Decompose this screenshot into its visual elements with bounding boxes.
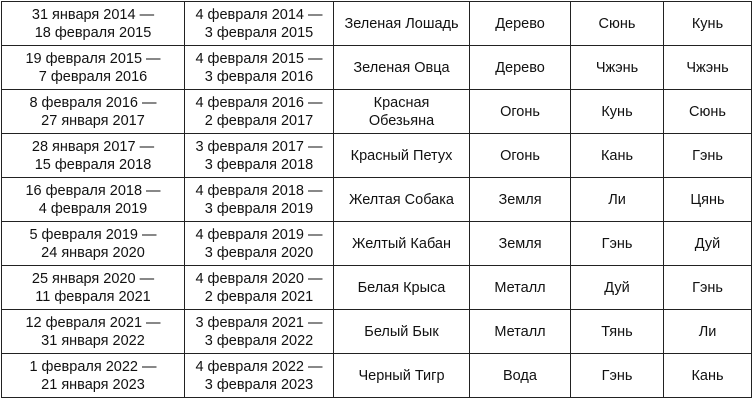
cell-text-line: Желтая Собака bbox=[349, 191, 454, 208]
cell-text: Кань bbox=[600, 147, 634, 164]
cell-text-line: 24 января 2020 bbox=[41, 244, 145, 261]
cell-text: Земля bbox=[498, 235, 542, 252]
lunar-year-range-cell bbox=[2, 134, 185, 178]
cell-text: Гэнь bbox=[601, 235, 633, 252]
year-animal-cell bbox=[334, 310, 470, 354]
cell-text-line: 4 февраля 2020 — bbox=[195, 270, 323, 287]
cell-text-line: 21 января 2023 bbox=[41, 376, 145, 393]
trigram-b-cell bbox=[664, 46, 752, 90]
trigram-b-cell bbox=[664, 354, 752, 398]
cell-text: Чжэнь bbox=[686, 59, 729, 76]
element-cell bbox=[470, 266, 571, 310]
element-cell bbox=[470, 178, 571, 222]
trigram-a-cell bbox=[571, 310, 664, 354]
element-cell bbox=[470, 134, 571, 178]
cell-text-line: 4 февраля 2019 bbox=[38, 200, 148, 217]
lunar-year-range-cell bbox=[2, 90, 185, 134]
element-cell bbox=[470, 354, 571, 398]
cell-text: Дуй bbox=[694, 235, 721, 252]
year-animal-cell bbox=[334, 46, 470, 90]
year-animal-cell bbox=[334, 354, 470, 398]
cell-text-line: 25 января 2020 — bbox=[31, 270, 155, 287]
year-animal-cell bbox=[334, 134, 470, 178]
trigram-b-cell bbox=[664, 266, 752, 310]
cell-text: Вода bbox=[503, 367, 537, 384]
cell-text: Земля bbox=[498, 191, 542, 208]
table-row bbox=[2, 310, 752, 354]
cell-text-line: Красная bbox=[373, 94, 430, 111]
cell-text: Ли bbox=[608, 191, 626, 208]
cell-text-line: 3 февраля 2018 bbox=[204, 156, 314, 173]
year-animal-cell bbox=[334, 178, 470, 222]
lunar-year-range-cell bbox=[2, 2, 185, 46]
cell-text-line: 5 февраля 2019 — bbox=[29, 226, 157, 243]
element-cell bbox=[470, 90, 571, 134]
cell-text-line: 2 февраля 2017 bbox=[204, 112, 314, 129]
cell-text: Сюнь bbox=[598, 15, 636, 32]
table-row bbox=[2, 178, 752, 222]
cell-text: Кунь bbox=[691, 15, 724, 32]
cell-text: Чжэнь bbox=[595, 59, 639, 76]
cell-text-line: 4 февраля 2019 — bbox=[195, 226, 323, 243]
cell-text-line: 3 февраля 2022 bbox=[204, 332, 314, 349]
table-row bbox=[2, 134, 752, 178]
solar-year-range-cell bbox=[185, 134, 334, 178]
cell-text: Кань bbox=[691, 367, 724, 384]
trigram-b-cell bbox=[664, 222, 752, 266]
lunar-year-range-cell bbox=[2, 354, 185, 398]
trigram-a-cell bbox=[571, 90, 664, 134]
trigram-b-cell bbox=[664, 310, 752, 354]
cell-text-line: 3 февраля 2019 bbox=[204, 200, 314, 217]
cell-text-line: 15 февраля 2018 bbox=[34, 156, 152, 173]
cell-text-line: Желтый Кабан bbox=[351, 235, 451, 252]
cell-text-line: 4 февраля 2022 — bbox=[195, 358, 323, 375]
solar-year-range-cell bbox=[185, 310, 334, 354]
zodiac-years-table bbox=[1, 1, 752, 398]
trigram-a-cell bbox=[571, 46, 664, 90]
cell-text-line: 3 февраля 2015 bbox=[204, 24, 314, 41]
trigram-a-cell bbox=[571, 266, 664, 310]
year-animal-cell bbox=[334, 2, 470, 46]
cell-text-line: 3 февраля 2023 bbox=[204, 376, 314, 393]
cell-text-line: Черный Тигр bbox=[358, 367, 445, 384]
cell-text-line: Белая Крыса bbox=[357, 279, 446, 296]
cell-text-line: 4 февраля 2014 — bbox=[195, 6, 323, 23]
cell-text-line: 18 февраля 2015 bbox=[34, 24, 152, 41]
cell-text-line: 4 февраля 2015 — bbox=[195, 50, 323, 67]
trigram-a-cell bbox=[571, 178, 664, 222]
cell-text-line: Зеленая Овца bbox=[353, 59, 450, 76]
cell-text-line: 31 января 2022 bbox=[41, 332, 145, 349]
solar-year-range-cell bbox=[185, 354, 334, 398]
cell-text: Дуй bbox=[604, 279, 630, 296]
cell-text-line: 7 февраля 2016 bbox=[38, 68, 148, 85]
table-row bbox=[2, 90, 752, 134]
table-body bbox=[2, 2, 752, 398]
year-animal-cell bbox=[334, 266, 470, 310]
table-row bbox=[2, 46, 752, 90]
cell-text-line: 19 февраля 2015 — bbox=[25, 50, 161, 67]
trigram-a-cell bbox=[571, 222, 664, 266]
cell-text-line: 4 февраля 2016 — bbox=[195, 94, 323, 111]
cell-text: Гэнь bbox=[692, 279, 723, 296]
cell-text: Дерево bbox=[495, 15, 545, 32]
element-cell bbox=[470, 222, 571, 266]
cell-text-line: Красный Петух bbox=[350, 147, 453, 164]
cell-text-line: 27 января 2017 bbox=[41, 112, 145, 129]
table-row bbox=[2, 266, 752, 310]
solar-year-range-cell bbox=[185, 46, 334, 90]
solar-year-range-cell bbox=[185, 266, 334, 310]
trigram-b-cell bbox=[664, 2, 752, 46]
cell-text: Металл bbox=[494, 323, 546, 340]
cell-text-line: Белый Бык bbox=[364, 323, 439, 340]
cell-text-line: 12 февраля 2021 — bbox=[25, 314, 161, 331]
cell-text: Кунь bbox=[601, 103, 633, 120]
solar-year-range-cell bbox=[185, 90, 334, 134]
cell-text: Металл bbox=[494, 279, 546, 296]
lunar-year-range-cell bbox=[2, 178, 185, 222]
trigram-b-cell bbox=[664, 90, 752, 134]
cell-text: Сюнь bbox=[689, 103, 726, 120]
trigram-b-cell bbox=[664, 134, 752, 178]
trigram-a-cell bbox=[571, 354, 664, 398]
cell-text: Дерево bbox=[495, 59, 545, 76]
cell-text-line: 3 февраля 2016 bbox=[204, 68, 314, 85]
table-row bbox=[2, 2, 752, 46]
lunar-year-range-cell bbox=[2, 266, 185, 310]
year-animal-cell bbox=[334, 222, 470, 266]
cell-text-line: Зеленая Лошадь bbox=[344, 15, 459, 32]
cell-text-line: 11 февраля 2021 bbox=[35, 288, 151, 305]
cell-text-line: 1 февраля 2022 — bbox=[29, 358, 157, 375]
cell-text: Огонь bbox=[500, 103, 540, 120]
cell-text: Гэнь bbox=[692, 147, 723, 164]
cell-text-line: 8 февраля 2016 — bbox=[29, 94, 157, 111]
cell-text-line: 3 февраля 2021 — bbox=[195, 314, 323, 331]
cell-text-line: Обезьяна bbox=[368, 112, 435, 129]
cell-text: Тянь bbox=[601, 323, 633, 340]
cell-text-line: 3 февраля 2017 — bbox=[195, 138, 323, 155]
cell-text: Гэнь bbox=[601, 367, 633, 384]
cell-text-line: 3 февраля 2020 bbox=[204, 244, 314, 261]
solar-year-range-cell bbox=[185, 2, 334, 46]
lunar-year-range-cell bbox=[2, 222, 185, 266]
cell-text-line: 4 февраля 2018 — bbox=[195, 182, 323, 199]
trigram-b-cell bbox=[664, 178, 752, 222]
table-row bbox=[2, 222, 752, 266]
year-animal-cell bbox=[334, 90, 470, 134]
cell-text: Огонь bbox=[500, 147, 540, 164]
cell-text-line: 2 февраля 2021 bbox=[204, 288, 314, 305]
element-cell bbox=[470, 46, 571, 90]
table-row bbox=[2, 354, 752, 398]
cell-text-line: 28 января 2017 — bbox=[31, 138, 155, 155]
element-cell bbox=[470, 2, 571, 46]
cell-text: Ли bbox=[698, 323, 717, 340]
lunar-year-range-cell bbox=[2, 46, 185, 90]
cell-text-line: 16 февраля 2018 — bbox=[25, 182, 161, 199]
element-cell bbox=[470, 310, 571, 354]
solar-year-range-cell bbox=[185, 178, 334, 222]
solar-year-range-cell bbox=[185, 222, 334, 266]
trigram-a-cell bbox=[571, 134, 664, 178]
lunar-year-range-cell bbox=[2, 310, 185, 354]
trigram-a-cell bbox=[571, 2, 664, 46]
cell-text: Цянь bbox=[690, 191, 725, 208]
cell-text-line: 31 января 2014 — bbox=[31, 6, 155, 23]
